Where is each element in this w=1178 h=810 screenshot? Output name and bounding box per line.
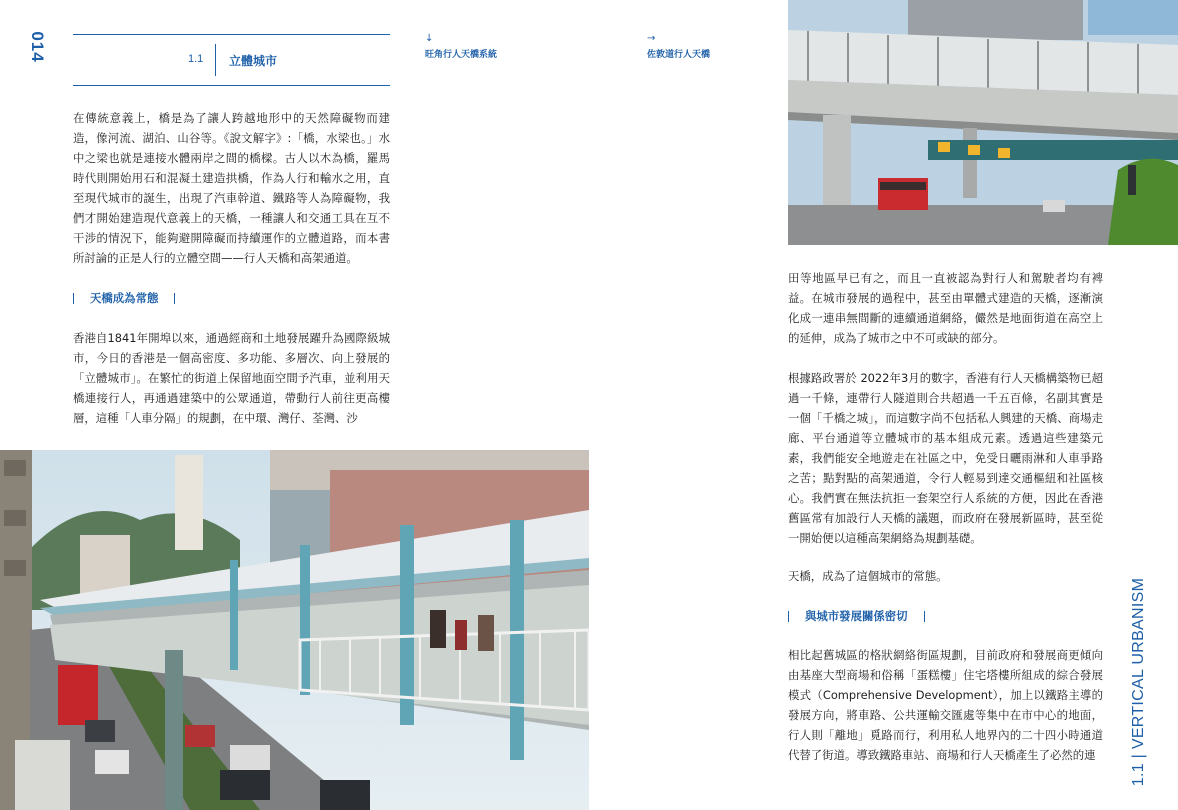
right-paragraph-2: 根據路政署於 2022年3月的數字，香港有行人天橋構築物已超過一千條，連帶行人隧道則合共超過一千五百條，名副其實是一個「千橋之城」，而這數字尚不包括私人興建的天橋、商場走廊、平台通道等立體城市的基本組成元素。透過這些建築元素，我們能安全地遊走在社區之中，免受日曬雨淋和人車爭路之苦；點對點的高架通道，令行人輕易到達交通樞紐和社區核心。我們實在無法抗拒一套架空行人系統的方便，因此在香港舊區常有加設行人天橋的議題，而政府在發展新區時，甚至從一開始便以這種高架網絡為規劃基礎。	[788, 371, 1103, 545]
subhead-bar-left	[73, 293, 74, 304]
side-section-label: 1.1 | VERTICAL URBANISM	[1130, 577, 1147, 787]
subhead-bar-right	[174, 293, 175, 304]
photo-caption-right-label: 佐敦道行人天橋	[647, 50, 711, 60]
header-rule-top	[73, 34, 390, 35]
arrow-down-icon: ↓	[425, 33, 434, 44]
footbridge-photo-right	[788, 0, 1178, 245]
photo-caption-left-label: 旺角行人天橋系統	[425, 50, 498, 60]
subhead-2-bar-left	[788, 611, 789, 622]
photo-caption-right	[647, 34, 710, 60]
page-number: 014	[28, 31, 47, 63]
subhead-1	[73, 290, 175, 306]
intro-paragraph: 在傳統意義上，橋是為了讓人跨越地形中的天然障礙物而建造，像河流、湖泊、山谷等。《說文解字》:「橋，水梁也。」水中之梁也就是連接水體兩岸之間的橋樑。古人以木為橋，羅馬時代則開始用石和混凝土建造拱橋，作為人行和輸水之用，直至現代城市的誕生，出現了汽車幹道、鐵路等人為障礙物，我們才開始建造現代意義上的天橋，一種讓人和交通工具在互不干涉的情況下，能夠避開障礙而持續運作的立體道路，而本書所討論的正是人行的立體空間——行人天橋和高架通道。	[73, 111, 390, 265]
subhead-2-label: 與城市發展關係密切	[805, 609, 908, 623]
photo-caption-left	[425, 34, 497, 60]
arrow-right-icon: →	[647, 33, 656, 44]
subhead-1-label: 天橋成為常態	[90, 291, 159, 305]
subhead-2	[788, 608, 925, 624]
header-separator	[215, 44, 216, 76]
subhead-2-bar-right	[924, 611, 925, 622]
right-paragraph-1: 田等地區早已有之，而且一直被認為對行人和駕駛者均有裨益。在城市發展的過程中，甚至由單體式建造的天橋，逐漸演化成一連串無間斷的連續通道網絡，儼然是地面街道在高空上的延伸，成為了城市之中不可或缺的部分。	[788, 271, 1103, 345]
walkway-photo-left	[0, 450, 589, 810]
header-rule-bottom	[73, 85, 390, 86]
right-paragraph-3: 天橋，成為了這個城市的常態。	[788, 569, 948, 583]
section-title: 立體城市	[229, 54, 278, 68]
paragraph-2: 香港自1841年開埠以來，通過經商和土地發展躍升為國際級城市，今日的香港是一個高密度、多功能、多層次、向上發展的「立體城市」。在繁忙的街道上保留地面空間予汽車，並利用天橋連接行人，再通過建築中的公眾通道，帶動行人前往更高樓層，這種「人車分隔」的規劃，在中環、灣仔、荃灣、沙	[73, 331, 390, 425]
section-number: 1.1	[188, 53, 204, 65]
right-paragraph-4: 相比起舊城區的格狀網絡街區規劃，目前政府和發展商更傾向由基座大型商場和俗稱「蛋糕樓」住宅塔樓所組成的綜合發展模式（Comprehensive Development），加上以鐵路主導的發展方向，將車路、公共運輸交匯處等集中在市中心的地面，行人則「離地」覓路而行，利用私人地界內的二十四小時通道代替了街道。導致鐵路車站、商場和行人天橋產生了必然的連	[788, 648, 1103, 762]
